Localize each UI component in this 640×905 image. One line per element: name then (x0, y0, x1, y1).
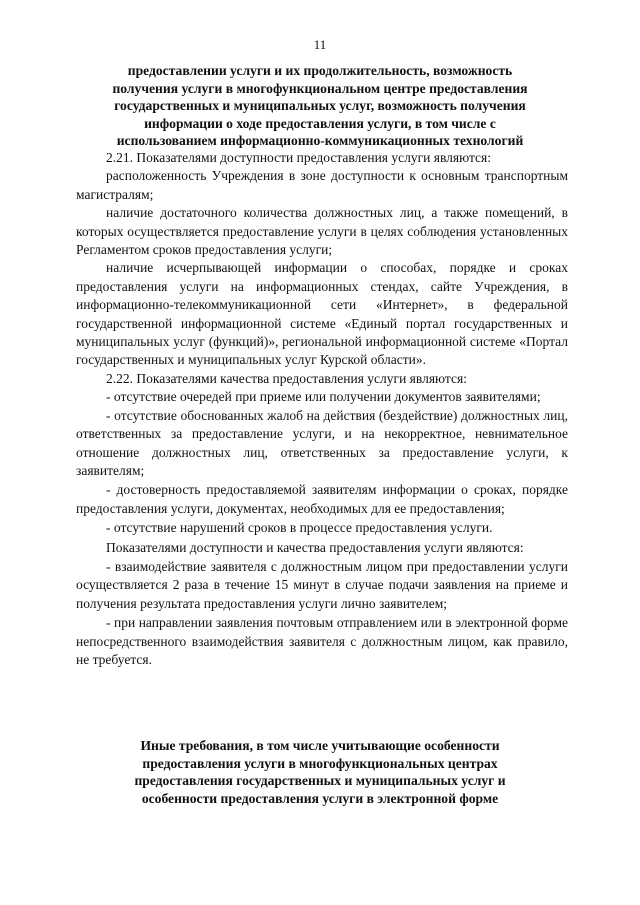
paragraph: расположенность Учреждения в зоне доступности к основным транспортным магистралям; (76, 168, 568, 202)
paragraph: - взаимодействие заявителя с должностным лицом при предоставлении услуги осуществляется 2 раза в течение 15 минут в случае подачи заявления на приеме и получения результата предоставления услуги лично заявителем; (76, 558, 568, 611)
heading-line: использованием информационно-коммуникационных технологий (116, 133, 524, 148)
heading-line: получения услуги в многофункциональном центре предоставления (112, 80, 528, 96)
paragraph: Показателями доступности и качества предоставления услуги являются: (106, 539, 524, 555)
paragraph: наличие исчерпывающей информации о способах, порядке и сроках предоставления услуги на информационных стендах, сайте Учреждения, в информационно-телекоммуникационной сети «Интернет», в федеральной государственной информационной системе «Единый портал государственных и муниципальных услуг (функций)», региональной информационной системе «Портал государственных и муниципальных услуг Курской области». (76, 260, 568, 368)
heading-line: предоставления государственных и муниципальных услуг и (134, 773, 506, 788)
paragraph: - отсутствие обоснованных жалоб на действия (бездействие) должностных лиц, ответственных за предоставление услуги, и на некорректное, невнимательное отношение должностных лиц, ответственных за предоставление услуги, к заявителям; (76, 407, 568, 478)
paragraph: - отсутствие очередей при приеме или получении документов заявителями; (106, 389, 541, 405)
paragraph: - достоверность предоставляемой заявителям информации о сроках, порядке предоставления услуги, документах, необходимых для ее предоставления; (76, 482, 568, 516)
paragraph: 2.22. Показателями качества предоставления услуги являются: (106, 370, 467, 386)
paragraph: - отсутствие нарушений сроков в процессе предоставления услуги. (106, 520, 493, 536)
heading-line: Иные требования, в том числе учитывающие особенности (140, 738, 500, 753)
heading-line: государственных и муниципальных услуг, возможность получения (114, 98, 526, 113)
heading-line: особенности предоставления услуги в электронной форме (141, 790, 499, 806)
heading-line: информации о ходе предоставления услуги, в том числе с (144, 115, 496, 131)
page-number: 11 (313, 37, 327, 52)
paragraph: 2.21. Показателями доступности предоставления услуги являются: (106, 150, 492, 165)
next-section-heading (80, 737, 560, 807)
paragraph: наличие достаточного количества должностных лиц, а также помещений, в которых осуществляется предоставление услуги в целях соблюдения установленных Регламентом сроков предоставления услуги; (76, 205, 568, 258)
paragraph: - при направлении заявления почтовым отправлением или в электронной форме непосредственного взаимодействия заявителя с должностным лицом, как правило, не требуется. (76, 615, 568, 667)
heading-line: предоставлении услуги и их продолжительность, возможность (127, 63, 513, 78)
heading-line: предоставления услуги в многофункциональных центрах (142, 755, 498, 771)
body-text (76, 149, 568, 669)
section-heading (80, 62, 560, 150)
